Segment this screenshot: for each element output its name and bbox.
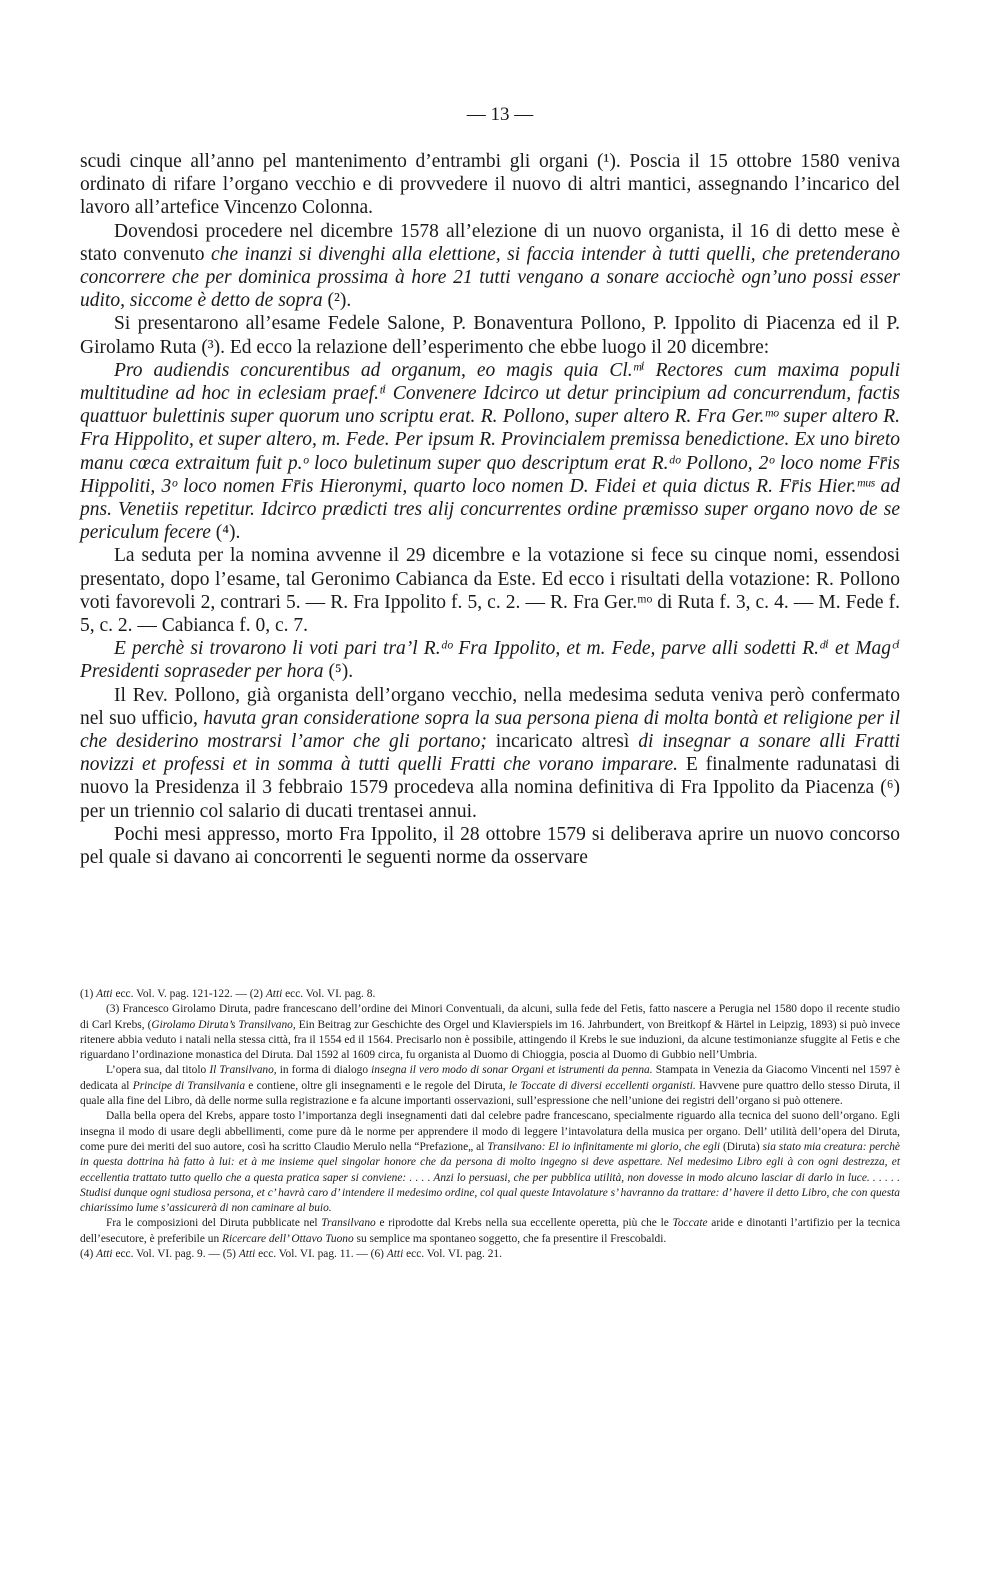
paragraph-6 [80,637,900,683]
paragraph-6-quote: E perchè si trovarono li voti pari tra’l R.ᵈᵒ Fra Ippolito, et m. Fede, parve alli sodetti R.ᵈⁱ et Magᶜⁱ Presidenti sopraseder per hora [80,638,900,683]
fn5-c: (Diruta) [720,1140,763,1153]
footnote-3-opera [80,1063,900,1109]
fn4-a: L’opera sua, dal titolo [106,1064,210,1077]
paragraph-2 [80,220,900,313]
footnotes [80,987,900,1262]
fn4-b: Il Transilvano, [209,1064,277,1077]
fn4-d: insegna il vero modo di sonar Organi et istrumenti da penna. [371,1064,653,1077]
fn7-c: ecc. Vol. VI. pag. 9. — (5) [112,1248,239,1261]
fn7-d: Atti [238,1248,256,1261]
fn7-a: (4) [80,1248,97,1261]
fn4-e: Stampata in Venezia da Giacomo Vincenti nel 1597 è dedicata al [80,1064,900,1092]
paragraph-7 [80,684,900,823]
fn-b: Atti [96,988,113,1000]
p7-b: havuta gran consideratione sopra la sua persona piena di molta bontà et religione per il che desiderino mostrarsi l’amor che gli portano; [80,707,900,753]
fn4-f: Principe di Transilvania [132,1079,246,1092]
fn-a: (1) [80,988,97,1000]
fn6-c: e riprodotte dal Krebs nella sua eccellente operetta, più che le [375,1217,673,1230]
paragraph-2-text: Dovendosi procedere nel dicembre 1578 all’elezione di un nuovo organista, il 16 di detto mese è stato convenuto [80,220,900,265]
fn7-g: ecc. Vol. VI. pag. 21. [403,1248,502,1261]
fn6-f: Ricercare dell’ Ottavo Tuono [222,1232,354,1245]
footnote-3 [80,1002,900,1063]
fn-e: ecc. Vol. VI. pag. 8. [282,988,376,1000]
fn6-d: Toccate [672,1217,708,1230]
fn-d: Atti [265,988,283,1000]
main-text [80,150,900,869]
paragraph-2-quote: che inanzi si divenghi alla elettione, si faccia intender à tutti quelli, che pretenderano concorrere che per dominica prossima à hore 21 tutti vengano a sonare acciochè ogn’uno possi esser udito, siccome è detto de sopra [80,243,900,312]
fn3-a: (3) Francesco Girolamo Diruta, padre francescano dell’ordine dei Minori Conventuali, da alcuni, sulla fede del Fetis, fatto nascere a Perugia nel 1580 dopo il recente studio di Carl Krebs, ( [80,1003,900,1031]
fn7-e: ecc. Vol. VI. pag. 11. — (6) [255,1248,387,1261]
fn3-c: Ein Beitrag zur Geschichte des Orgel und Klavierspiels im 16. Jahrbundert, von Breitkopf & Härtel in Leipzig, 1893) si può invece ritenere abbia veduto i natali nella stessa città, fra il 1554 ed il 1564. Precisarlo non è possibile, attingendo il Krebs le sue induzioni, da alcune testimonianze sfuggite al Fetis e che riguardano l’ordinazione monastica del Diruta. Dal 1592 al 1609 circa, fu organista al Duomo di Chioggia, poscia al Duomo di Gubbio nell’Umbria. [80,1018,900,1062]
fn6-b: Transilvano [321,1217,376,1230]
paragraph-6-ref: (⁵). [323,661,354,683]
fn4-i: Havvene pure quattro dello stesso Diruta, il quale alla fine del Libro, dà delle norme sulla registrazione e fa alcune importanti osservazioni, sull’espressione che nell’unione dei registri dell’organo si può ottenere. [80,1079,900,1108]
paragraph-2-ref: (²). [322,290,352,312]
p7-e: E finalmente radunatasi di nuovo la Presidenza il 3 febbraio 1579 procedeva alla nomina definitiva di Fra Ippolito da Piacenza (⁶) per un triennio col salario di ducati trentasei annui. [80,754,901,822]
fn-c: ecc. Vol. V. pag. 121-122. — (2) [112,988,266,1000]
paragraph-1: scudi cinque all’anno pel mantenimento d’entrambi gli organi (¹). Poscia il 15 ottobre 1580 veniva ordinato di rifare l’organo vecchio e di provvedere il nuovo di altri mantici, assegnando l’incarico del lavoro all’artefice Vincenzo Colonna. [80,151,900,219]
footnote-1-2 [80,987,900,1002]
footnote-3-krebs [80,1109,900,1216]
fn4-c: in forma di dialogo [276,1064,372,1077]
fn3-b: Girolamo Diruta’s Transilvano, [151,1018,296,1031]
page-number: — 13 — [466,104,534,125]
fn4-g: e contiene, oltre gli insegnamenti e le regole del Diruta, [245,1079,509,1092]
p7-c: incaricato altresì [486,731,639,753]
latin-record [80,359,900,545]
fn7-f: Atti [386,1248,404,1261]
fn4-h: le Toccate di diversi eccellenti organisti. [508,1079,696,1092]
footnote-3-composizioni [80,1216,900,1247]
latin-record-text: Pro audiendis concurentibus ad organum, eo magis quia Cl.ᵐⁱ Rectores cum maxima populi multitudine ad hoc in eclesiam praef.ᵗⁱ Convenere Idcirco ut detur principium ad concurrendum, factis quattuor bulettinis super quorum uno scriptu erat. R. Pollono, super altero R. Fra Ger.ᵐᵒ super altero R. Fra Hippolito, et super altero, m. Fede. Per ipsum R. Provincialem premissa benedictione. Ex uno bireto manu cœca extraitum fuit p.ᵒ loco buletinum super quo descriptum erat R.ᵈᵒ Pollono, 2ᵒ loco nome Fr̄is Hippoliti, 3ᵒ loco nomen Fr̄is Hieronymi, quarto loco nomen D. Fidei et quia dictus R. Fr̄is Hier.ᵐᵘˢ ad pns. Venetiis repetitur. Idcirco prædicti tres alij concurrentes ordine præmisso super organo novo de se periculum fecere [80,359,900,544]
fn6-e: aride e dinotanti l’artifizio per la tecnica dell’esecutore, è preferibile un [80,1217,900,1245]
fn7-b: Atti [96,1248,113,1261]
p7-a: Il Rev. Pollono, già organista dell’organo vecchio, nella medesima seduta veniva però confermato nel suo ufficio, [80,684,900,729]
footnote-4-5-6 [80,1247,900,1262]
fn5-b: Transilvano: El io infinitamente mi glorio, che egli [487,1140,721,1153]
fn6-g: su semplice ma spontaneo soggetto, che fa presentire il Frescobaldi. [353,1232,667,1245]
fn6-a: Fra le composizioni del Diruta pubblicate nel [106,1217,322,1230]
latin-record-ref: (⁴). [210,522,241,544]
paragraph-5: La seduta per la nomina avvenne il 29 dicembre e la votazione si fece su cinque nomi, essendosi presentato, dopo l’esame, tal Geronimo Cabianca da Este. Ed ecco i risultati della votazione: R. Pollono voti favorevoli 2, contrari 5. — R. Fra Ippolito f. 5, c. 2. — R. Fra Ger.ᵐᵒ di Ruta f. 3, c. 4. — M. Fede f. 5, c. 2. — Cabianca f. 0, c. 7. [80,545,900,637]
fn5-d: sia stato mia creatura: perchè in questa dottrina hà fatto à lui: et à me insieme quel singolar honore che da persona di molto ingegno si deve aspettare. Nel medesimo Libro egli à con ogni destrezza, et eccellentia trattato tutto quello che a questa pratica saper si conviene: . . . . Anzi lo persuasi, che per pubblica utilità, non dovesse in modo alcuno lasciar di darlo in luce. . . . . . Studisi dunque ogni studiosa persona, et c’ havrà caro d’ intendere il medesimo ordine, col qual queste Intavolature s’ havranno da trattare: d’ havere il detto Libro, che con questa chiarissimo lume s’assicurerà di non caminare al buio. [80,1140,900,1215]
fn5-a: Dalla bella opera del Krebs, appare tosto l’importanza degli insegnamenti dati dal celebre padre francescano, specialmente riguardo alla tecnica del suono dell’organo. Egli insegna il modo di usare degli abbellimenti, come pure dà le norme per apprendere il modo di leggere l’intavolatura della musica per organo. Dell’ utilità dell’opera del Diruta, come pure dei meriti del suo autore, così ha scritto Claudio Merulo nella “Prefazione„ al [80,1110,900,1153]
paragraph-8: Pochi mesi appresso, morto Fra Ippolito, il 28 ottobre 1579 si deliberava aprire un nuovo concorso pel quale si davano ai concorrenti le seguenti norme da osservare [80,823,900,869]
paragraph-3: Si presentarono all’esame Fedele Salone, P. Bonaventura Pollono, P. Ippolito di Piacenza ed il P. Girolamo Ruta (³). Ed ecco la relazione dell’esperimento che ebbe luogo il 20 dicembre: [80,313,900,358]
p7-d: di insegnar a sonare alli Fratti novizzi et professi et in somma à tutti quelli Fratti che vorano imparare. [80,731,901,776]
